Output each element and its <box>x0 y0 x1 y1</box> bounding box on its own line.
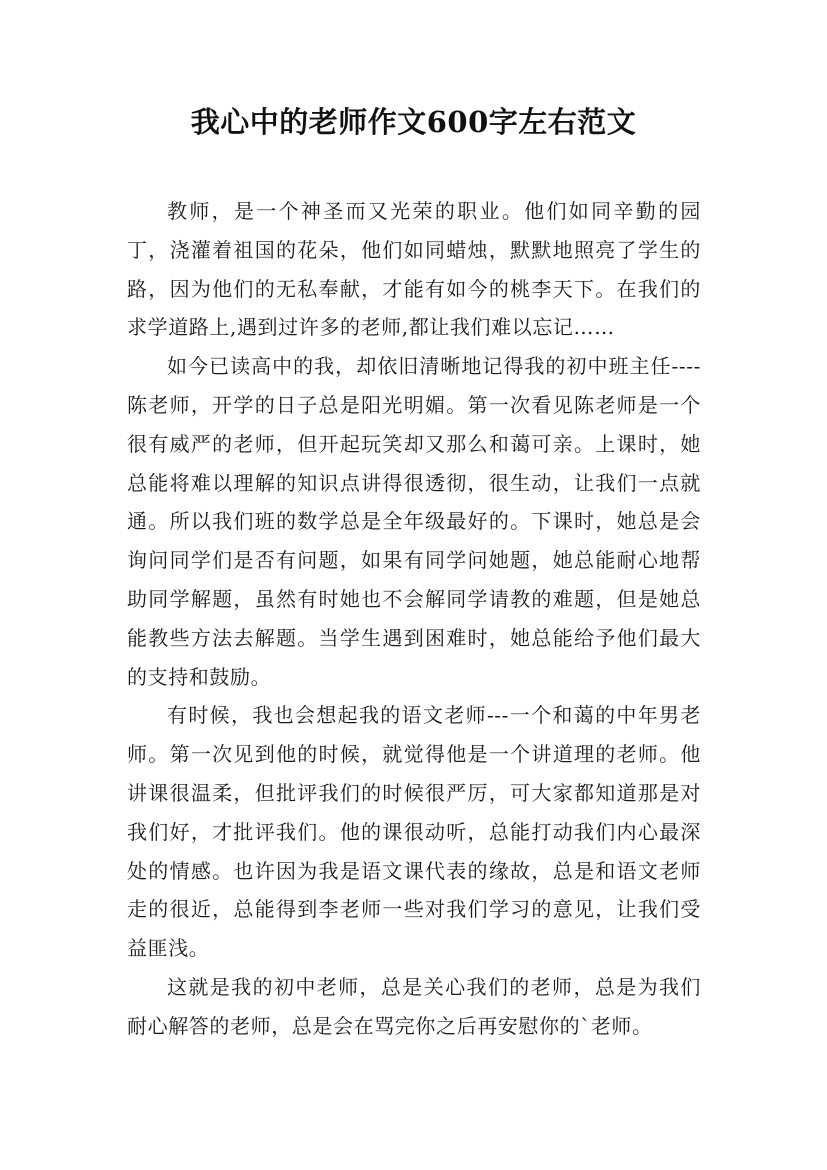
paragraph-3: 有时候，我也会想起我的语文老师---一个和蔼的中年男老师。第一次见到他的时候，就觉得他是一个讲道理的老师。他讲课很温柔，但批评我们的时候很严厉，可大家都知道那是对我们好，才批评我们。他的课很动听，总能打动我们内心最深处的情感。也许因为我是语文课代表的缘故，总是和语文老师走的很近，总能得到李老师一些对我们学习的意见，让我们受益匪浅。 <box>127 703 701 961</box>
paragraph-4: 这就是我的初中老师，总是关心我们的老师，总是为我们耐心解答的老师，总是会在骂完你之后再安慰你的`老师。 <box>127 974 701 1038</box>
paragraph-1: 教师，是一个神圣而又光荣的职业。他们如同辛勤的园丁，浇灌着祖国的花朵，他们如同蜡烛，默默地照亮了学生的路，因为他们的无私奉献，才能有如今的桃李天下。在我们的求学道路上,遇到过许多的老师,都让我们难以忘记…… <box>127 199 701 340</box>
paragraph-2: 如今已读高中的我，却依旧清晰地记得我的初中班主任----陈老师，开学的日子总是阳光明媚。第一次看见陈老师是一个很有威严的老师，但开起玩笑却又那么和蔼可亲。上课时，她总能将难以理解的知识点讲得很透彻，很生动，让我们一点就通。所以我们班的数学总是全年级最好的。下课时，她总是会询问同学们是否有问题，如果有同学问她题，她总能耐心地帮助同学解题，虽然有时她也不会解同学请教的难题，但是她总能教些方法去解题。当学生遇到困难时，她总能给予他们最大的支持和鼓励。 <box>127 354 701 689</box>
document-body <box>127 192 701 1046</box>
document-title: 我心中的老师作文600字左右范文 <box>190 105 637 139</box>
